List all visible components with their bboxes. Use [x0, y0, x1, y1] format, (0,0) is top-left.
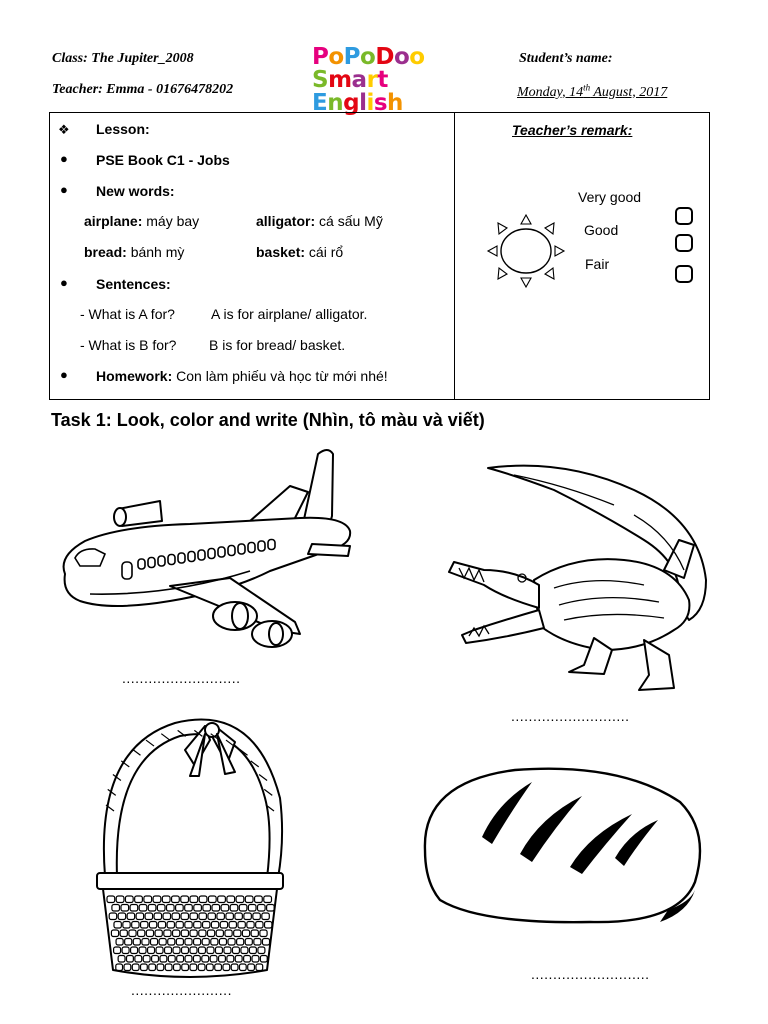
sentence-b-answer: B is for bread/ basket. [209, 337, 346, 353]
bullet-icon: ● [60, 275, 68, 290]
basket-drawing [95, 708, 285, 986]
task-title: Task 1: Look, color and write (Nhìn, tô màu và viết) [51, 410, 485, 430]
class-label: Class: The Jupiter_2008 [52, 51, 194, 66]
sentence-a-answer: A is for airplane/ alligator. [211, 306, 368, 322]
checkbox-very-good[interactable] [675, 207, 693, 225]
alligator-drawing [444, 460, 712, 700]
teacher-remark-title: Teacher’s remark: [512, 122, 633, 138]
blank-basket[interactable]: ....................... [131, 982, 232, 998]
logo-line-1: PoPoDoo [312, 44, 425, 70]
remark-fair: Fair [585, 256, 610, 272]
remark-good: Good [584, 222, 619, 238]
word-alligator: alligator: cá sấu Mỹ [256, 213, 383, 229]
checkbox-fair[interactable] [675, 265, 693, 283]
new-words-label: New words: [96, 183, 175, 199]
checkbox-good[interactable] [675, 234, 693, 252]
book-title: PSE Book C1 - Jobs [96, 152, 230, 168]
sentence-a-question: - What is A for? [80, 306, 175, 322]
teacher-remark-panel [454, 112, 710, 400]
lesson-panel [49, 112, 455, 400]
remark-very-good: Very good [578, 189, 642, 205]
date-text: Monday, 14th August, 2017 [517, 82, 668, 100]
sun-icon [488, 216, 564, 292]
homework-line: Homework: Con làm phiếu và học từ mới nhé! [96, 368, 388, 384]
diamond-bullet-icon: ❖ [58, 122, 70, 137]
airplane-drawing [50, 446, 365, 664]
word-basket: basket: cái rổ [256, 244, 344, 260]
teacher-label: Teacher: Emma - 01676478202 [52, 82, 234, 97]
lesson-label: Lesson: [96, 121, 150, 137]
blank-bread[interactable]: ........................... [531, 966, 650, 982]
bullet-icon: ● [60, 367, 68, 382]
sentences-label: Sentences: [96, 276, 171, 292]
bullet-icon: ● [60, 151, 68, 166]
popodoo-logo [312, 46, 472, 115]
logo-line-2: Smart English [312, 67, 403, 116]
blank-alligator[interactable]: ........................... [511, 708, 630, 724]
word-bread: bread: bánh mỳ [84, 244, 185, 260]
date-label [517, 82, 667, 101]
word-airplane: airplane: máy bay [84, 213, 200, 229]
student-name-label: Student’s name: [519, 51, 613, 66]
sentence-b-question: - What is B for? [80, 337, 177, 353]
bread-drawing [420, 762, 705, 932]
bullet-icon: ● [60, 182, 68, 197]
blank-airplane[interactable]: ........................... [122, 670, 241, 686]
